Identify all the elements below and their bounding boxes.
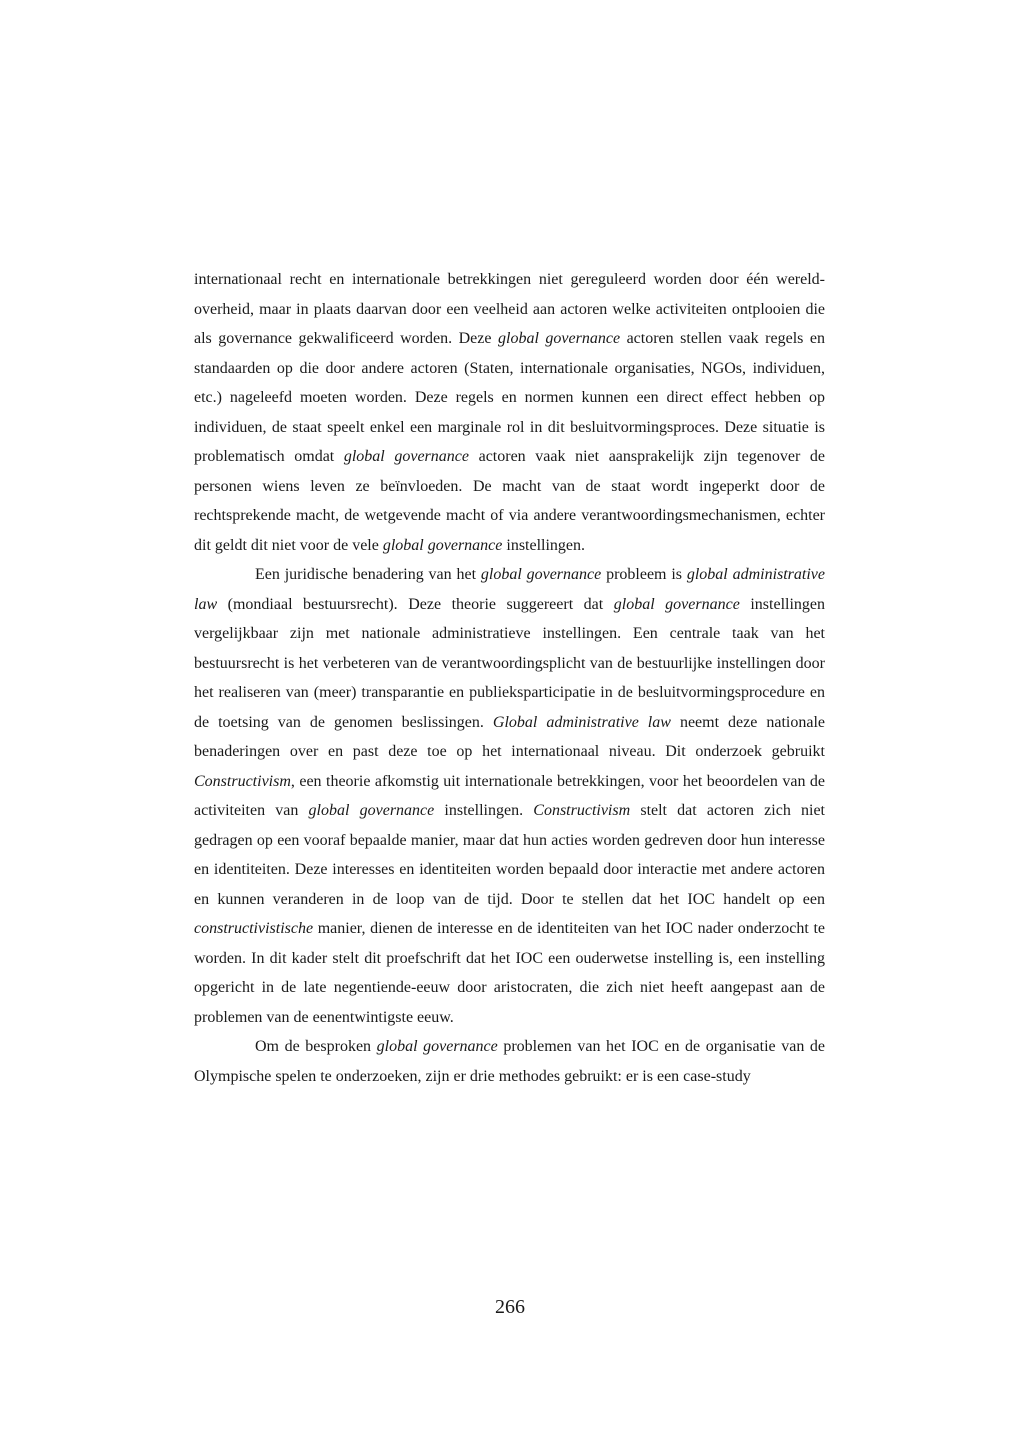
italic-term: global governance: [382, 536, 503, 554]
italic-term: global governance: [480, 566, 602, 583]
text-run: actoren vaak niet aansprakelijk zijn tegenover de personen wiens leven ze beïnvloeden. De macht van de staat wordt ingeperkt door de rechtsprekende macht, de wetgevende macht of via andere verantwoordingsmechanismen, echter dit geldt dit niet voor de vele: [194, 448, 825, 554]
italic-term: global governance: [613, 595, 740, 613]
page-number: 266: [495, 1296, 525, 1318]
italic-term: Constructivism: [533, 802, 631, 819]
paragraph-1: [194, 265, 825, 560]
text-run: problemen van het IOC en de organisatie van de Olympische spelen te onderzoeken, zijn er drie methodes gebruikt: er is een case-study: [194, 1038, 826, 1085]
italic-term: global governance: [343, 448, 469, 465]
text-run: actoren stellen vaak regels en standaarden op die door andere actoren (Staten, internationale organisaties, NGOs, individuen, etc.) nageleefd moeten worden. Deze regels en normen kunnen een direct effect hebben op individuen, de staat speelt enkel een marginale rol in dit besluitvormingsproces. Deze situatie is problematisch omdat: [194, 330, 825, 465]
text-run: stelt dat actoren zich niet gedragen op een vooraf bepaalde manier, maar dat hun acties worden gedreven door hun interesse en identiteiten. Deze interesses en identiteiten worden bepaald door interactie met andere actoren en kunnen veranderen in de loop van de tijd. Door te stellen dat het IOC handelt op een: [194, 802, 825, 908]
text-run: instellingen.: [502, 536, 586, 554]
paragraph-3: [194, 1032, 825, 1091]
paragraph-2: [194, 560, 825, 1032]
text-run: instellingen vergelijkbaar zijn met nationale administratieve instellingen. Een centrale taak van het bestuursrecht is het verbeteren van de verantwoordingsplicht van de bestuurlijke instellingen door het realiseren van (meer) transparantie en publieksparticipatie in de besluitvormingsprocedure en de toetsing van de genomen beslissingen.: [194, 595, 826, 731]
text-run: internationaal recht en internationale betrekkingen niet gereguleerd worden door één wereld-overheid, maar in plaats daarvan door een veelheid aan actoren welke activiteiten ontplooien die als governance gekwalificeerd worden. Deze: [194, 271, 825, 347]
text-run: (mondiaal bestuursrecht). Deze theorie suggereert dat: [217, 595, 614, 613]
text-run: neemt deze nationale benaderingen over en past deze toe op het internationaal niveau. Dit onderzoek gebruikt: [194, 713, 826, 760]
text-run: , een theorie afkomstig uit internationale betrekkingen, voor het beoordelen van de activiteiten van: [194, 772, 825, 819]
body-text: [194, 265, 825, 1091]
italic-term: Constructivism: [194, 772, 291, 790]
italic-term: global governance: [308, 802, 435, 819]
text-run: instellingen.: [434, 802, 534, 819]
italic-term: global administrative law: [194, 566, 826, 613]
italic-term: global governance: [498, 330, 621, 347]
text-run: manier, dienen de interesse en de identiteiten van het IOC nader onderzocht te worden. In dit kader stelt dit proefschrift dat het IOC een ouderwetse instelling is, een instelling opgericht in de late negentiende-eeuw door aristocraten, die zich niet heeft aangepast aan de problemen van de eenentwintigste eeuw.: [194, 920, 825, 1026]
italic-term: Global administrative law: [492, 713, 671, 731]
text-run: Om de besproken: [255, 1038, 377, 1055]
text-run: Een juridische benadering van het: [255, 566, 481, 583]
text-run: probleem is: [601, 566, 687, 583]
italic-term: constructivistische: [194, 920, 314, 937]
italic-term: global governance: [376, 1038, 498, 1055]
